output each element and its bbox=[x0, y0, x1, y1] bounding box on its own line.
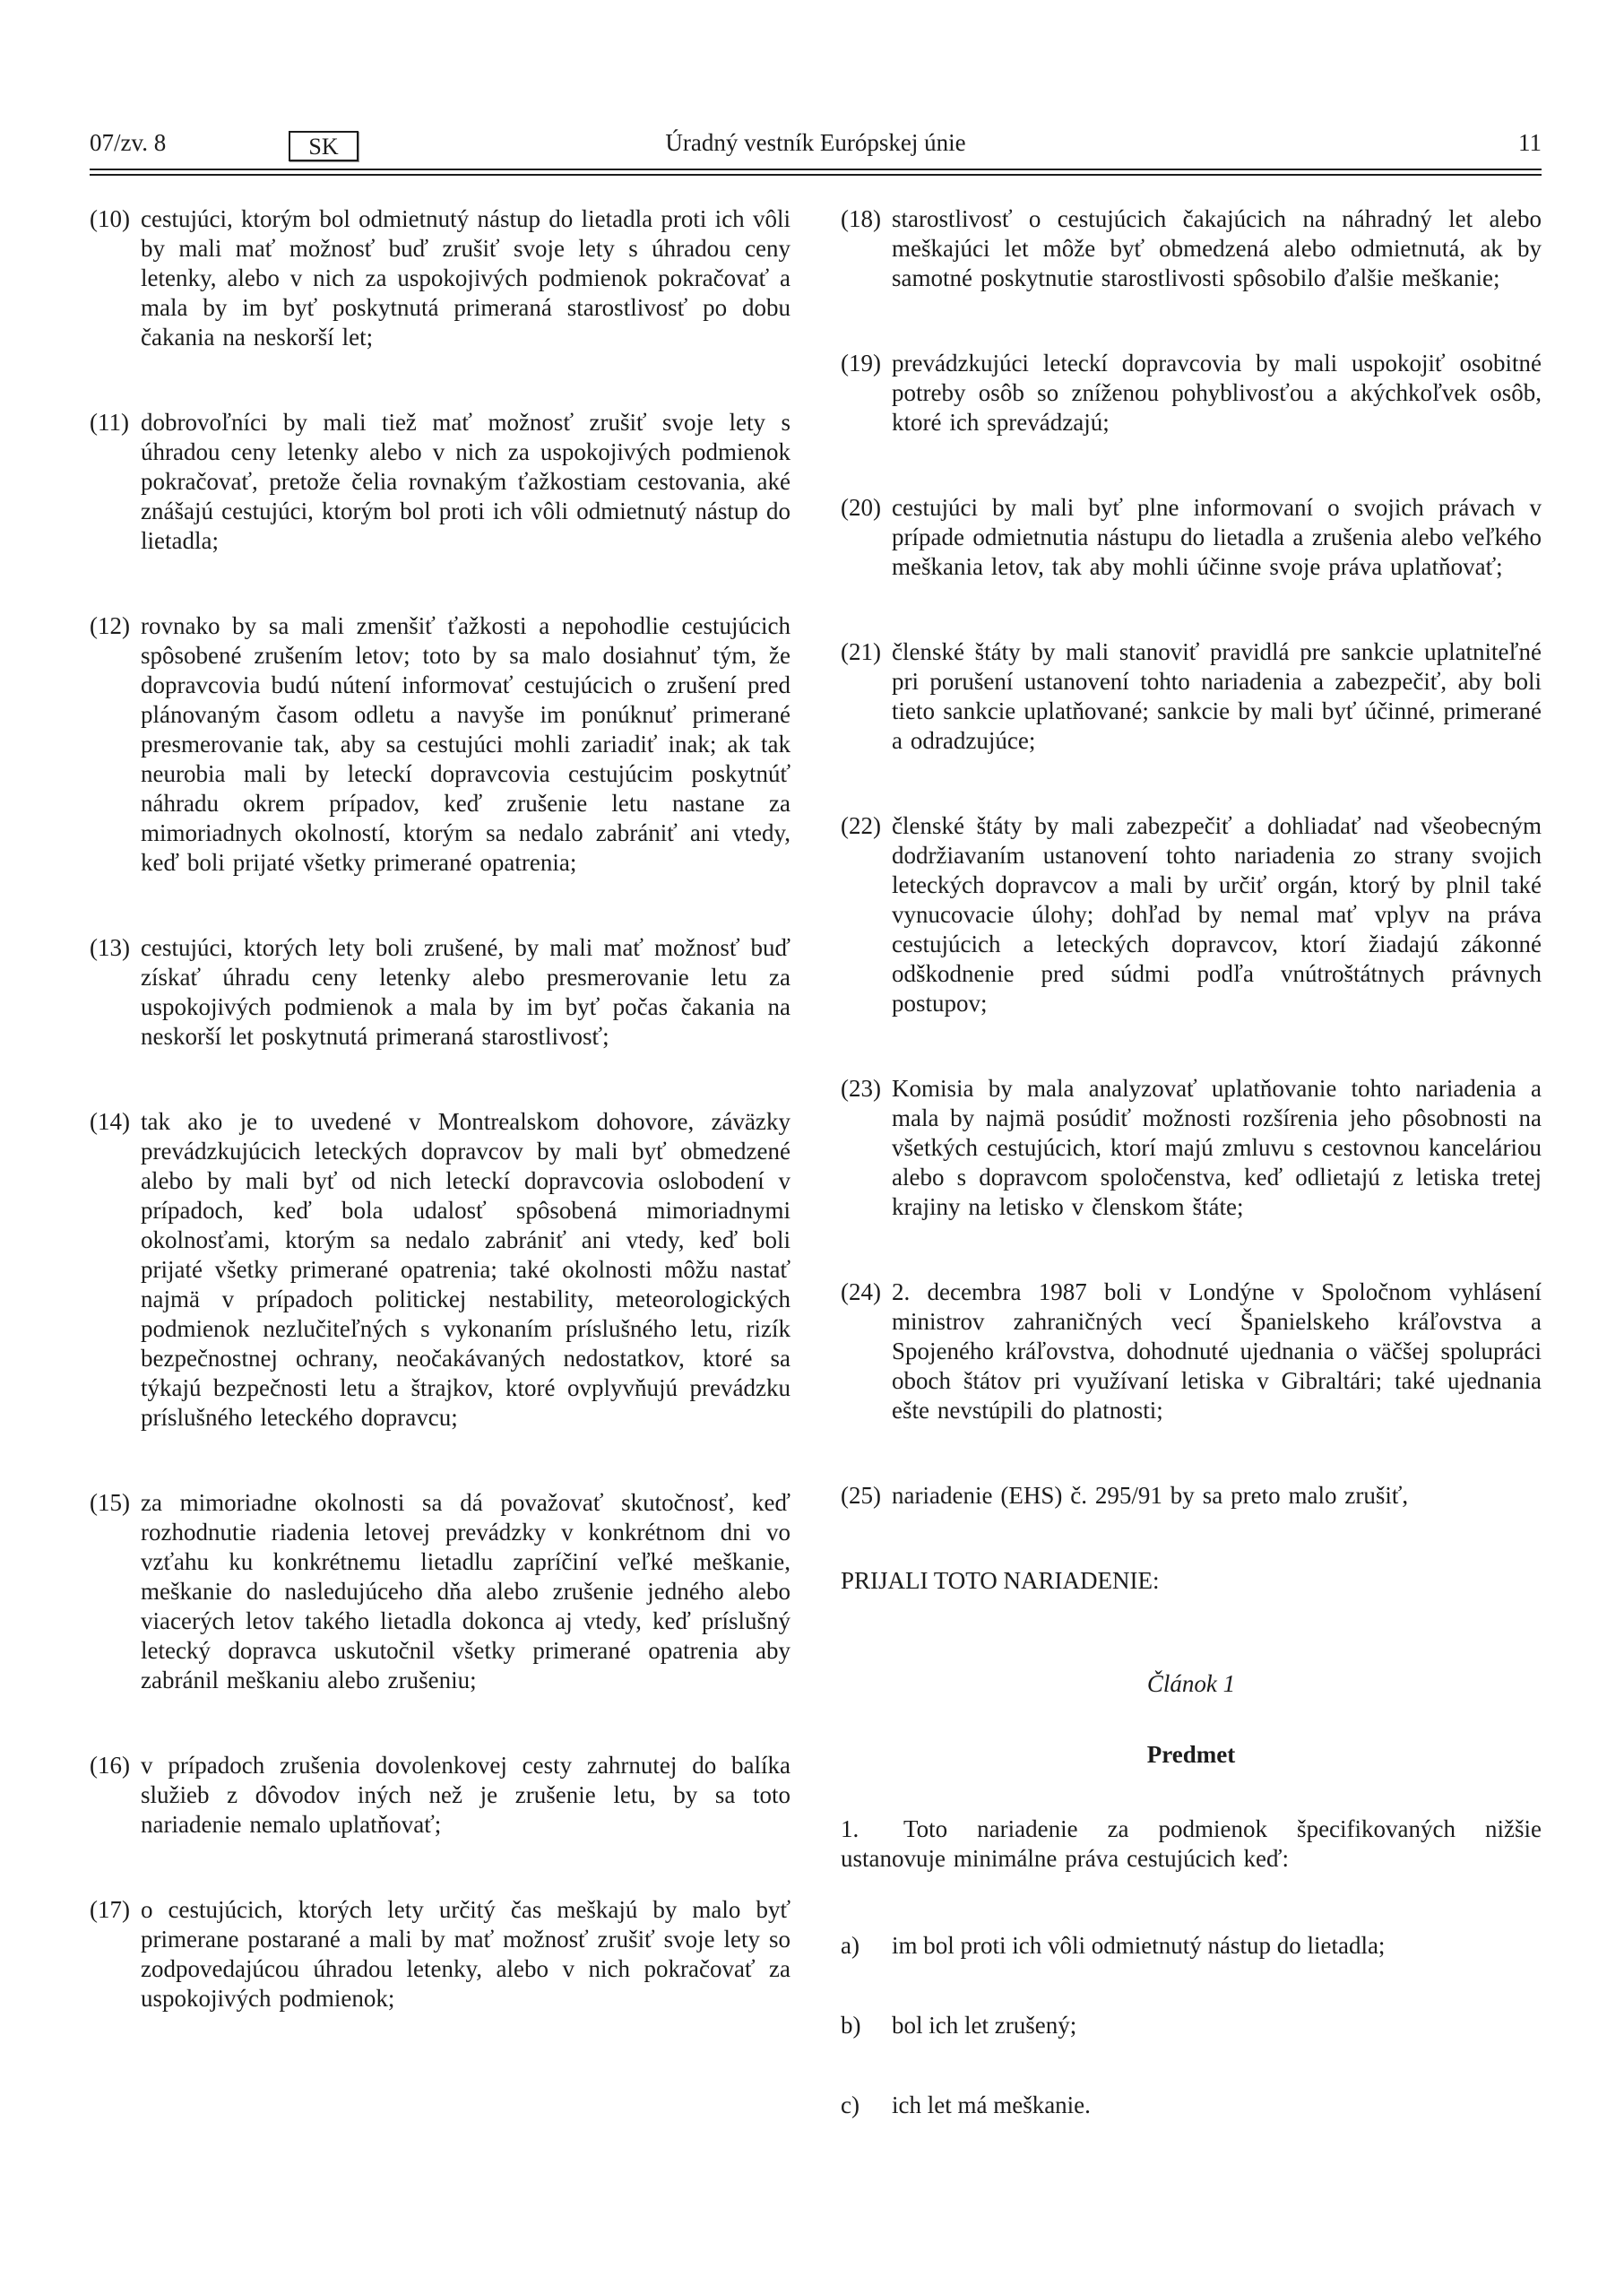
paragraph-number: 1. bbox=[841, 1815, 860, 1842]
recital-22 bbox=[841, 811, 1542, 1018]
recital-number: (14) bbox=[90, 1108, 130, 1135]
recital-text: členské štáty by mali zabezpečiť a dohliadať nad všeobecným dodržiavaním ustanovení tohto nariadenia zo strany svojich leteckých dopravcov a mali by určiť orgán, ktorý by plnil také vynucovacie úlohy; dohľad by nemal mať vplyv na práva cestujúcich a leteckých dopravcov, ktorí žiadajú zákonné odškodnenie pred súdmi podľa vnútroštátnych právnych postupov; bbox=[892, 812, 1542, 1017]
recital-number: (12) bbox=[90, 612, 130, 639]
point-text: bol ich let zrušený; bbox=[892, 2012, 1077, 2039]
article-points bbox=[841, 1931, 1542, 2120]
point-b bbox=[841, 2011, 1542, 2040]
recital-number: (20) bbox=[841, 494, 881, 521]
recital-text: tak ako je to uvedené v Montrealskom dohovore, záväzky prevádzkujúcich leteckých dopravcov by mali byť obmedzené alebo by mali byť od nich leteckí dopravcovia oslobodení v prípadoch, keď bola udalosť spôsobená mimoriadnymi okolnosťami, ktorým sa nedalo zabrániť ani vtedy, keď boli prijaté všetky primerané opatrenia; také okolnosti môžu nastať najmä v prípadoch politickej nestability, meteorologických podmienok nezlučiteľných s vykonaním príslušného letu, rizík bezpečnostnej ochrany, neočakávaných nedostatkov, ktoré sa týkajú bezpečnosti letu a štrajkov, ktoré ovplyvňujú prevádzku príslušného leteckého dopravcu; bbox=[141, 1108, 790, 1431]
recital-14 bbox=[90, 1107, 790, 1433]
recital-number: (10) bbox=[90, 205, 130, 232]
recital-text: cestujúci by mali byť plne informovaní o svojich právach v prípade odmietnutia nástupu do lietadla a zrušenia alebo veľkého meškania letov, tak aby mohli účinne svoje práva uplatňovať; bbox=[892, 494, 1542, 580]
recital-text: 2. decembra 1987 boli v Londýne v Spoločnom vyhlásení ministrov zahraničných vecí Španielskeho kráľovstva a Spojeného kráľovstva, dohodnuté ujednania o väčšej spolupráci oboch štátov pri využívaní letiska v Gibraltári; také ujednania ešte nevstúpili do platnosti; bbox=[892, 1278, 1542, 1424]
recital-23 bbox=[841, 1074, 1542, 1222]
recital-20 bbox=[841, 493, 1542, 582]
language-code-box: SK bbox=[289, 131, 358, 161]
issue-number: 07/zv. 8 bbox=[90, 129, 167, 156]
left-column bbox=[90, 204, 790, 2170]
enacting-formula: PRIJALI TOTO NARIADENIE: bbox=[841, 1567, 1160, 1594]
point-a bbox=[841, 1931, 1542, 1961]
recital-number: (13) bbox=[90, 934, 130, 961]
recital-text: prevádzkujúci leteckí dopravcovia by mali uspokojiť osobitné potreby osôb so zníženou pohyblivosťou a akýchkoľvek osôb, ktoré ich sprevádzajú; bbox=[892, 350, 1542, 436]
two-column-body bbox=[90, 204, 1542, 2170]
recital-text: dobrovoľníci by mali tiež mať možnosť zrušiť svoje lety s úhradou ceny letenky alebo v nich za uspokojivých podmienok pokračovať, pretože čelia rovnakým ťažkostiam cestovania, aké znášajú cestujúci, ktorým bol proti ich vôli odmietnutý nástup do lietadla; bbox=[141, 409, 790, 554]
recital-16 bbox=[90, 1751, 790, 1840]
recital-number: (17) bbox=[90, 1896, 130, 1923]
running-header bbox=[90, 124, 1542, 161]
recital-text: cestujúci, ktorým bol odmietnutý nástup do lietadla proti ich vôli by mali mať možnosť buď zrušiť svoje lety s úhradou ceny letenky, alebo v nich za uspokojivých podmienok pokračovať a mala by im byť poskytnutá primeraná starostlivosť po dobu čakania na neskorší let; bbox=[141, 205, 790, 351]
recital-15 bbox=[90, 1488, 790, 1695]
recital-text: starostlivosť o cestujúcich čakajúcich na náhradný let alebo meškajúci let môže byť obmedzená alebo odmietnutá, ak by samotné poskytnutie starostlivosti spôsobilo ďalšie meškanie; bbox=[892, 205, 1542, 291]
recital-25 bbox=[841, 1481, 1542, 1511]
recital-17 bbox=[90, 1895, 790, 2014]
article-title: Predmet bbox=[1146, 1741, 1236, 1768]
recital-24 bbox=[841, 1277, 1542, 1425]
recital-text: v prípadoch zrušenia dovolenkovej cesty zahrnutej do balíka služieb z dôvodov iných než je zrušenie letu, by sa toto nariadenie nemalo uplatňovať; bbox=[141, 1752, 790, 1838]
recital-21 bbox=[841, 637, 1542, 756]
point-label: b) bbox=[841, 2012, 861, 2039]
recital-number: (18) bbox=[841, 205, 881, 232]
recital-text: o cestujúcich, ktorých lety určitý čas meškajú by malo byť primerane postarané a mali by mať možnosť zrušiť svoje lety so zodpovedajúcou úhradou letenky, alebo v nich pokračovať za uspokojivých podmienok; bbox=[141, 1896, 790, 2012]
recital-number: (16) bbox=[90, 1752, 130, 1779]
recital-number: (21) bbox=[841, 638, 881, 665]
point-c bbox=[841, 2091, 1542, 2120]
recital-12 bbox=[90, 611, 790, 878]
recital-text: cestujúci, ktorých lety boli zrušené, by mali mať možnosť buď získať úhradu ceny letenky alebo presmerovanie letu za uspokojivých podmienok a mala by im byť počas čakania na neskorší let poskytnutá primeraná starostlivosť; bbox=[141, 934, 790, 1050]
paragraph-text: Toto nariadenie za podmienok špecifikovaných nižšie ustanovuje minimálne práva cestujúcich keď: bbox=[841, 1815, 1542, 1872]
recital-number: (19) bbox=[841, 350, 881, 377]
recital-text: členské štáty by mali stanoviť pravidlá pre sankcie uplatniteľné pri porušení ustanovení tohto nariadenia a zabezpečiť, aby boli tieto sankcie uplatňované; sankcie by mali byť účinné, primerané a odradzujúce; bbox=[892, 638, 1542, 754]
recital-text: rovnako by sa mali zmenšiť ťažkosti a nepohodlie cestujúcich spôsobené zrušením letov; toto by sa malo dosiahnuť tým, že dopravcovia budú nútení informovať cestujúcich o zrušení pred plánovaným časom odletu a navyše im ponúknuť primerané presmerovanie tak, aby sa cestujúci mohli zariadiť inak; ak tak neurobia mali by leteckí dopravcovia cestujúcim poskytnúť náhradu okrem prípadov, keď zrušenie letu nastane za mimoriadnych okolností, ktorým sa nedalo zabrániť ani vtedy, keď boli prijaté všetky primerané opatrenia; bbox=[141, 612, 790, 876]
recital-10 bbox=[90, 204, 790, 352]
point-label: c) bbox=[841, 2091, 860, 2118]
header-divider-rule bbox=[90, 169, 1542, 176]
recital-13 bbox=[90, 933, 790, 1052]
recital-text: nariadenie (EHS) č. 295/91 by sa preto malo zrušiť, bbox=[892, 1482, 1409, 1509]
point-text: ich let má meškanie. bbox=[892, 2091, 1091, 2118]
recital-19 bbox=[841, 349, 1542, 437]
recital-11 bbox=[90, 408, 790, 556]
right-column bbox=[841, 204, 1542, 2170]
point-label: a) bbox=[841, 1932, 860, 1959]
recital-number: (11) bbox=[90, 409, 129, 436]
page-number: 11 bbox=[1518, 129, 1542, 156]
recital-number: (22) bbox=[841, 812, 881, 839]
journal-title: Úradný vestník Európskej únie bbox=[665, 129, 966, 156]
recital-18 bbox=[841, 204, 1542, 293]
recital-text: za mimoriadne okolnosti sa dá považovať skutočnosť, keď rozhodnutie riadenia letovej prevádzky v konkrétnom dni vo vzťahu ku konkrétnemu lietadlu zapríčiní veľké meškanie, meškanie do nasledujúceho dňa alebo zrušenie jedného alebo viacerých letov takého lietadla dokonca aj vtedy, keď príslušný letecký dopravca uskutočnil všetky primerané opatrenia aby zabránil meškaniu alebo zrušeniu; bbox=[141, 1489, 790, 1693]
recital-number: (25) bbox=[841, 1482, 881, 1509]
recital-text: Komisia by mala analyzovať uplatňovanie tohto nariadenia a mala by najmä posúdiť možnosti rozšírenia jeho pôsobnosti na všetkých cestujúcich, ktorí majú zmluvu s cestovnou kanceláriou alebo s dopravcom spoločenstva, keď odlietajú z letiska tretej krajiny na letisko v členskom štáte; bbox=[892, 1075, 1542, 1220]
recital-number: (15) bbox=[90, 1489, 130, 1516]
article-paragraph-1 bbox=[841, 1814, 1542, 1874]
recital-number: (24) bbox=[841, 1278, 881, 1305]
point-text: im bol proti ich vôli odmietnutý nástup do lietadla; bbox=[892, 1932, 1386, 1959]
article-heading: Článok 1 bbox=[1146, 1670, 1236, 1697]
recital-number: (23) bbox=[841, 1075, 881, 1102]
